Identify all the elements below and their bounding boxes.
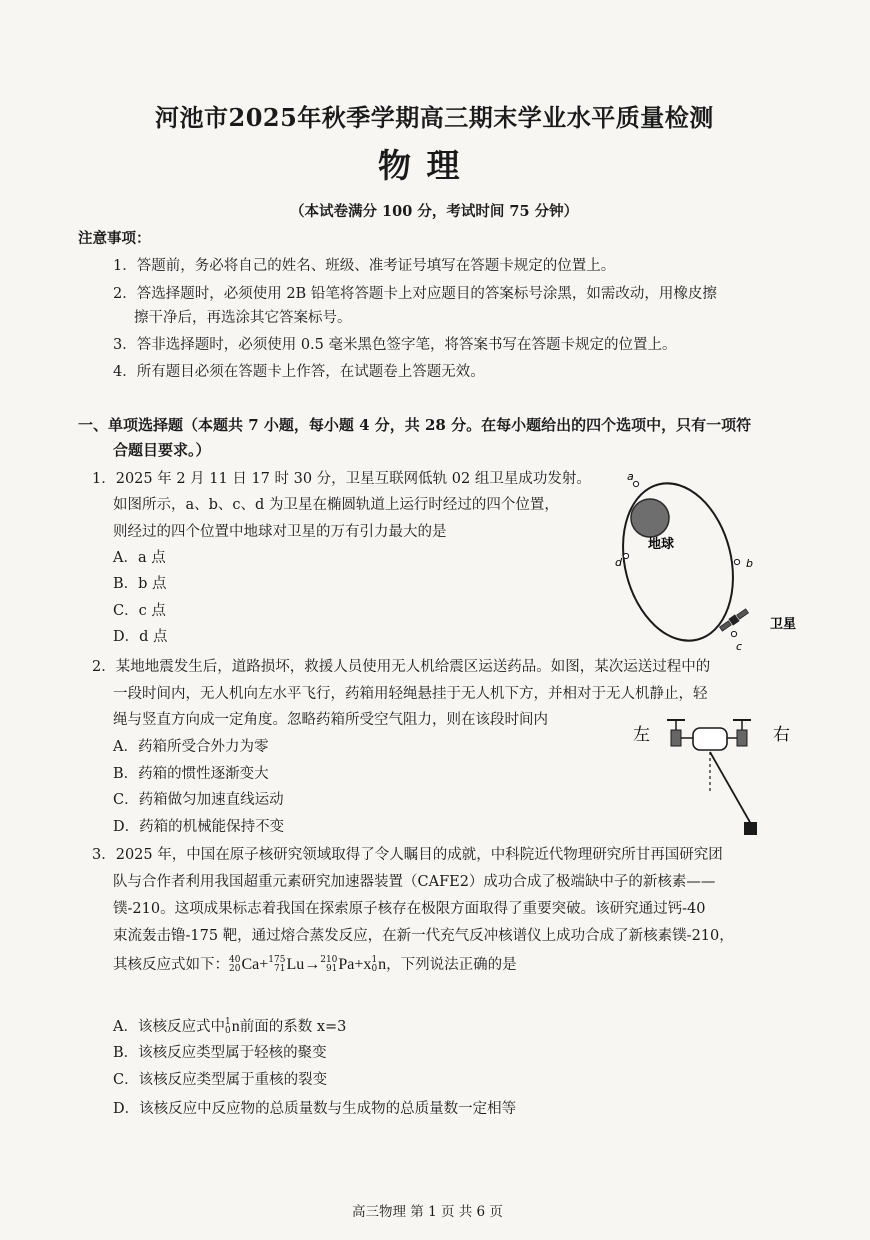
- earth-icon: [631, 499, 669, 537]
- note-item: 3．答非选择题时，必须使用 0.5 毫米黑色签字笔，将答案书写在答题卡规定的位置上。: [113, 337, 677, 353]
- exam-title: 河池市2025年秋季学期高三期末学业水平质量检测: [155, 103, 714, 132]
- point-b-label: b: [746, 557, 753, 570]
- section-heading: 一、单项选择题（本题共 7 小题，每小题 4 分，共 28 分。在每小题给出的四个选项中，只有一项符: [78, 416, 752, 434]
- note-item: 1．答题前，务必将自己的姓名、班级、准考证号填写在答题卡规定的位置上。: [113, 258, 616, 274]
- question-3-stem: 3．2025 年，中国在原子核研究领域取得了令人瞩目的成就，中科院近代物理研究所甘再国研究团: [92, 847, 723, 863]
- option-b: B．该核反应类型属于轻核的聚变: [113, 1045, 327, 1061]
- option-b: B．药箱的惯性逐渐变大: [113, 766, 269, 782]
- notes-heading: 注意事项：: [78, 230, 151, 247]
- earth-label: 地球: [648, 537, 675, 552]
- note-item: 4．所有题目必须在答题卡上作答，在试题卷上答题无效。: [113, 364, 485, 380]
- note-item: 擦干净后，再选涂其它答案标号。: [134, 310, 352, 326]
- ca-symbol: Ca+: [241, 956, 269, 973]
- option-d: D．d 点: [113, 629, 168, 645]
- option-c: C．药箱做匀加速直线运动: [113, 792, 284, 808]
- orbit-figure: [610, 470, 810, 655]
- equation-prefix: 其核反应式如下：: [113, 957, 229, 973]
- neutron-symbol: n: [378, 956, 387, 973]
- option-a: A．a 点: [113, 550, 166, 566]
- lu-symbol: Lu→: [286, 956, 321, 973]
- question-2-stem: 一段时间内，无人机向左水平飞行，药箱用轻绳悬挂于无人机下方，并相对于无人机静止，轻: [113, 686, 708, 702]
- page-footer: 高三物理 第 1 页 共 6 页: [352, 1204, 503, 1220]
- point-c: [731, 631, 736, 636]
- option-a: A．药箱所受合外力为零: [113, 739, 269, 755]
- exam-subtitle: （本试卷满分 100 分，考试时间 75 分钟）: [290, 203, 579, 220]
- section-heading: 合题目要求。）: [113, 441, 211, 459]
- drone-figure: [625, 712, 815, 842]
- point-a-label: a: [627, 470, 634, 483]
- pa-symbol: Pa: [338, 956, 355, 973]
- equation-suffix: ，下列说法正确的是: [386, 957, 517, 973]
- option-d: D．该核反应中反应物的总质量数与生成物的总质量数一定相等: [113, 1101, 517, 1117]
- question-3-stem: 镤-210。这项成果标志着我国在探索原子核存在极限方面取得了重要突破。该研究通过钙-40: [113, 901, 706, 917]
- point-d-label: d: [615, 556, 622, 569]
- question-1-stem: 如图所示，a、b、c、d 为卫星在椭圆轨道上运行时经过的四个位置，: [113, 497, 559, 513]
- option-d: D．药箱的机械能保持不变: [113, 819, 285, 835]
- note-item: 2．答选择题时，必须使用 2B 铅笔将答题卡上对应题目的答案标号涂黑，如需改动，用橡皮擦: [113, 286, 717, 302]
- left-label: 左: [633, 725, 650, 745]
- question-2-stem: 2．某地地震发生后，道路损坏，救援人员使用无人机给震区运送药品。如图，某次运送过程中的: [92, 659, 711, 675]
- option-c: C．c 点: [113, 603, 166, 619]
- pa-nuclide-numbers: 210 91: [320, 955, 338, 974]
- point-a: [633, 481, 638, 486]
- point-c-label: c: [736, 640, 743, 653]
- question-3-stem: 束流轰击镥-175 靶，通过熔合蒸发反应，在新一代充气反冲核谱仪上成功合成了新核素镤-210，: [113, 928, 734, 944]
- satellite-label: 卫星: [770, 617, 797, 632]
- question-3-stem: 队与合作者利用我国超重元素研究加速器装置（CAFE2）成功合成了极端缺中子的新核素——: [113, 874, 716, 890]
- option-a: A．该核反应式中 1 0 n前面的系数 x=3: [113, 1017, 347, 1036]
- drone-icon: [667, 720, 751, 750]
- question-2-stem: 绳与竖直方向成一定角度。忽略药箱所受空气阻力，则在该段时间内: [113, 712, 548, 728]
- ca-nuclide-numbers: 40 20: [229, 955, 241, 974]
- subject-title: 物 理: [378, 146, 462, 185]
- neutron-numbers: 1 0: [371, 955, 378, 974]
- question-1-stem: 则经过的四个位置中地球对卫星的万有引力最大的是: [113, 524, 447, 540]
- right-label: 右: [773, 725, 790, 745]
- nuclear-equation-line: [113, 950, 517, 980]
- point-d: [623, 553, 628, 558]
- question-1-stem: 1．2025 年 2 月 11 日 17 时 30 分，卫星互联网低轨 02 组卫星成功发射。: [92, 471, 591, 487]
- option-c: C．该核反应类型属于重核的裂变: [113, 1072, 328, 1088]
- neutron-numbers: 1 0: [224, 1017, 231, 1036]
- point-b: [734, 559, 739, 564]
- lu-nuclide-numbers: 175 71: [268, 955, 286, 974]
- plus-x: +x: [354, 956, 372, 973]
- medicine-box: [744, 822, 757, 835]
- rope: [710, 752, 751, 824]
- option-b: B．b 点: [113, 576, 167, 592]
